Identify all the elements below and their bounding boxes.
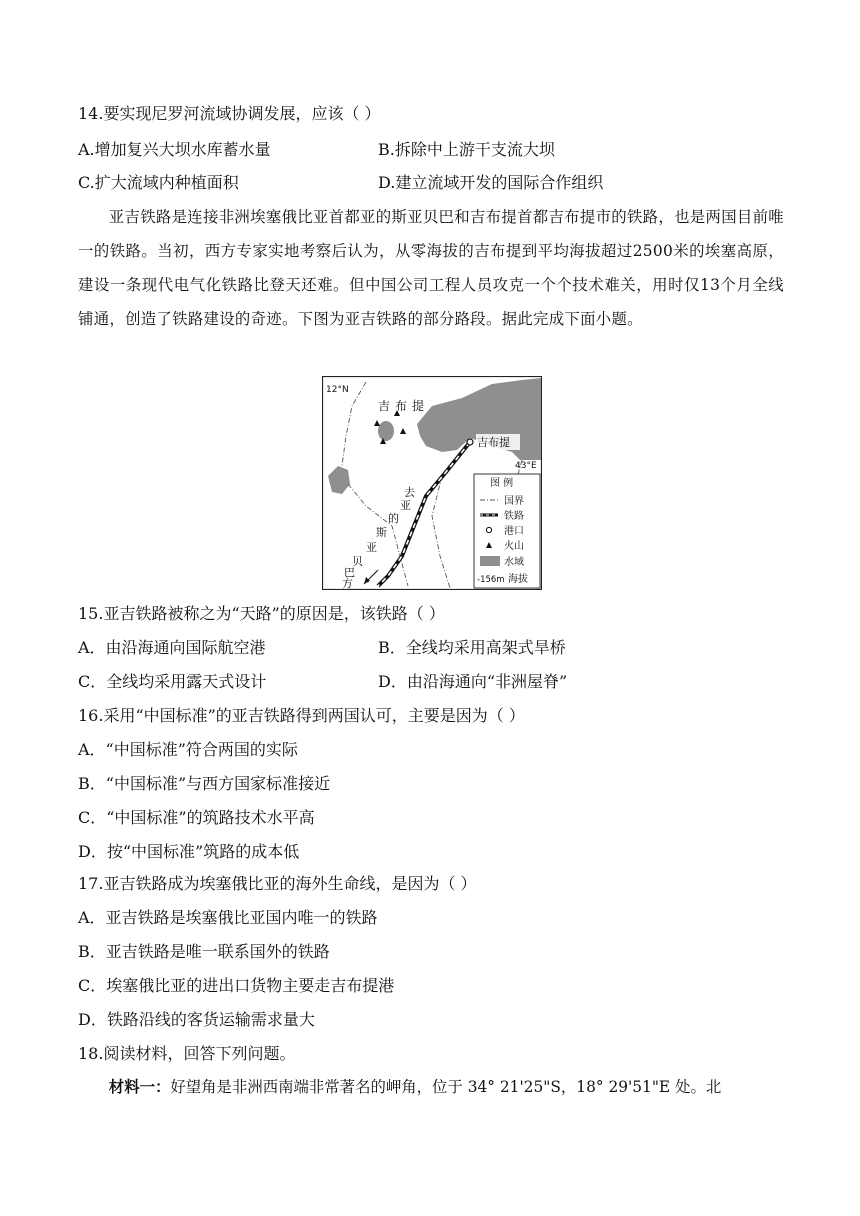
route-label: 去亚的 斯亚贝 巴方 [342, 486, 415, 590]
q17-option-d: D．铁路沿线的客货运输需求量大 [78, 1010, 315, 1029]
q15-option-a: A．由沿海通向国际航空港 [78, 638, 266, 657]
port-icon [467, 439, 473, 445]
q17-option-c: C．埃塞俄比亚的进出口货物主要走吉布提港 [78, 976, 395, 995]
longitude-label: 43°E [515, 461, 537, 471]
q16-stem: 16.采用“中国标准”的亚吉铁路得到两国认可，主要是因为（ ） [78, 706, 525, 725]
q18-material [78, 1076, 798, 1098]
q14-option-b: B.拆除中上游干支流大坝 [378, 140, 555, 159]
railway-map [322, 376, 542, 590]
material-label: 材料一： [108, 1078, 171, 1096]
passage-paragraph: 亚吉铁路是连接非洲埃塞俄比亚首都亚的斯亚贝巴和吉布提首都吉布提市的铁路，也是两国目前唯一的铁路。当初，西方专家实地考察后认为，从零海拔的吉布提到平均海拔超过2500米的埃塞高原，建设一条现代电气化铁路比登天还难。但中国公司工程人员攻克一个个技术难关，用时仅13个月全线铺通，创造了铁路建设的奇迹。下图为亚吉铁路的部分路段。据此完成下面小题。 [78, 208, 784, 328]
legend-water-swatch [480, 556, 500, 566]
q15-stem: 15.亚吉铁路被称之为“天路”的原因是，该铁路（ ） [78, 604, 445, 623]
q16-option-d: D．按“中国标准”筑路的成本低 [78, 842, 300, 861]
material-text: 好望角是非洲西南端非常著名的岬角，位于 34° 21'25"S，18° 29'51"E 处。北 [170, 1078, 722, 1096]
legend-railway-label: 铁路 [504, 511, 524, 522]
legend-water-label: 水域 [504, 557, 524, 568]
q14-option-d: D.建立流域开发的国际合作组织 [378, 173, 604, 192]
legend-elevation-value: -156m [477, 575, 505, 585]
port-label: 吉布提 [477, 436, 510, 449]
q14-stem: 14.要实现尼罗河流域协调发展，应该（ ） [78, 104, 381, 123]
q17-stem: 17.亚吉铁路成为埃塞俄比亚的海外生命线，是因为（ ） [78, 874, 477, 893]
q15-option-d: D．由沿海通向“非洲屋脊” [378, 672, 568, 691]
legend-port-icon [486, 527, 491, 532]
legend-elevation-label: 海拔 [508, 574, 528, 585]
q17-option-a: A．亚吉铁路是埃塞俄比亚国内唯一的铁路 [78, 908, 378, 927]
q16-option-c: C．“中国标准”的筑路技术水平高 [78, 808, 315, 827]
legend-title: 图 例 [490, 478, 514, 489]
latitude-label: 12°N [326, 385, 349, 395]
q18-stem: 18.阅读材料，回答下列问题。 [78, 1044, 296, 1063]
q15-option-b: B．全线均采用高架式旱桥 [378, 638, 566, 657]
lake-central [378, 421, 394, 441]
legend-border-label: 国界 [504, 496, 524, 507]
q14-option-c: C.扩大流域内种植面积 [78, 173, 239, 192]
country-label: 吉布提 [378, 399, 430, 413]
q16-option-b: B．“中国标准”与西方国家标准接近 [78, 774, 331, 793]
q17-option-b: B．亚吉铁路是唯一联系国外的铁路 [78, 942, 330, 961]
legend-port-label: 港口 [504, 526, 524, 537]
q14-option-a: A.增加复兴大坝水库蓄水量 [78, 140, 271, 159]
q15-option-c: C．全线均采用露天式设计 [78, 672, 267, 691]
legend-volcano-label: 火山 [504, 541, 524, 552]
q16-option-a: A．“中国标准”符合两国的实际 [78, 740, 298, 759]
